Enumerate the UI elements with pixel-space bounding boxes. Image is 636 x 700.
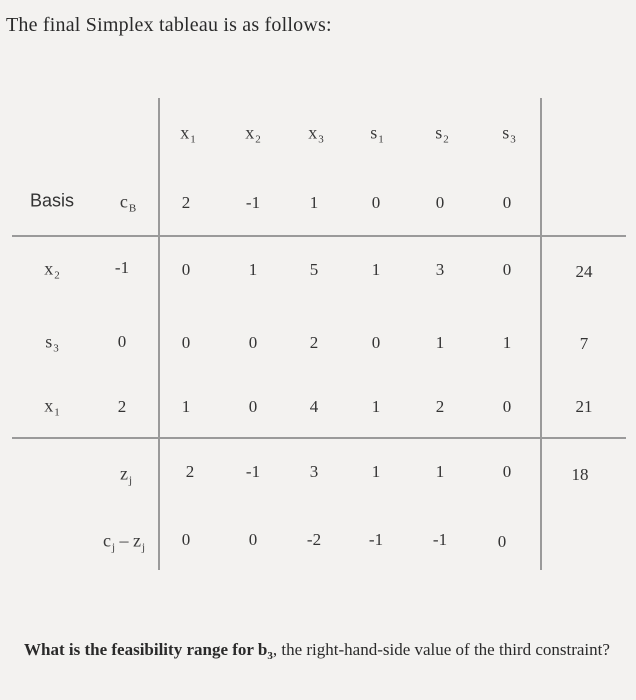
horizontal-rule-top <box>12 235 626 237</box>
zj-value: 2 <box>185 462 195 481</box>
cj-zj-value: -2 <box>306 530 322 549</box>
row-cb: 2 <box>117 397 127 416</box>
cost-coef: 1 <box>309 193 319 212</box>
header-var: $s_1$ <box>370 122 384 146</box>
coef: 4 <box>309 397 319 416</box>
cost-coef: 0 <box>371 193 381 212</box>
page-title: The final Simplex tableau is as follows: <box>6 14 332 36</box>
coef: 3 <box>435 260 445 279</box>
coef: 2 <box>435 397 445 416</box>
header-var: $s_2$ <box>435 122 449 146</box>
coef: 2 <box>309 333 319 352</box>
zj-value: 1 <box>435 462 445 481</box>
coef: 0 <box>181 260 191 279</box>
coef: 0 <box>502 260 512 279</box>
header-var: $x_3$ <box>308 122 324 146</box>
rhs: 21 <box>575 397 593 416</box>
coef: 0 <box>248 397 258 416</box>
row-cb: 0 <box>117 332 127 351</box>
zj-value: -1 <box>245 462 261 481</box>
header-var: $s_3$ <box>502 122 516 146</box>
zj-value: 3 <box>309 462 319 481</box>
cost-coef: 2 <box>181 193 191 212</box>
rhs: 24 <box>575 262 593 281</box>
coef: 1 <box>435 333 445 352</box>
cj-zj-value: 0 <box>497 532 507 551</box>
zj-value: 0 <box>502 462 512 481</box>
coef: 1 <box>371 260 381 279</box>
cost-coef: 0 <box>435 193 445 212</box>
cj-zj-label: $c_j - z_j$ <box>102 530 146 554</box>
basis-var: $s_3$ <box>45 331 59 355</box>
coef: 0 <box>371 333 381 352</box>
coef: 1 <box>181 397 191 416</box>
basis-var: $x_1$ <box>44 395 60 419</box>
coef: 1 <box>371 397 381 416</box>
cj-zj-value: -1 <box>432 530 448 549</box>
horizontal-rule-bottom <box>12 437 626 439</box>
basis-var: $x_2$ <box>44 258 60 282</box>
coef: 1 <box>248 260 258 279</box>
cost-coef: 0 <box>502 193 512 212</box>
coef: 5 <box>309 260 319 279</box>
row-cb: -1 <box>114 258 130 277</box>
cj-zj-value: 0 <box>181 530 191 549</box>
zj-value: 1 <box>371 462 381 481</box>
coef: 0 <box>248 333 258 352</box>
vertical-rule-right <box>540 98 542 570</box>
cb-header: $c_B$ <box>119 191 137 215</box>
vertical-rule-left <box>158 98 160 570</box>
cost-coef: -1 <box>245 193 261 212</box>
cj-zj-value: -1 <box>368 530 384 549</box>
cj-zj-value: 0 <box>248 530 258 549</box>
zj-label: $z_j$ <box>119 463 133 487</box>
coef: 0 <box>181 333 191 352</box>
header-var: $x_2$ <box>245 122 261 146</box>
header-var: $x_1$ <box>180 122 196 146</box>
basis-header: Basis <box>29 190 75 211</box>
coef: 0 <box>502 397 512 416</box>
coef: 1 <box>502 333 512 352</box>
zj-rhs: 18 <box>571 465 589 484</box>
rhs: 7 <box>579 334 589 353</box>
question-text: What is the feasibility range for $b_3$, the right-hand-side value of the third constraint? <box>24 640 610 662</box>
